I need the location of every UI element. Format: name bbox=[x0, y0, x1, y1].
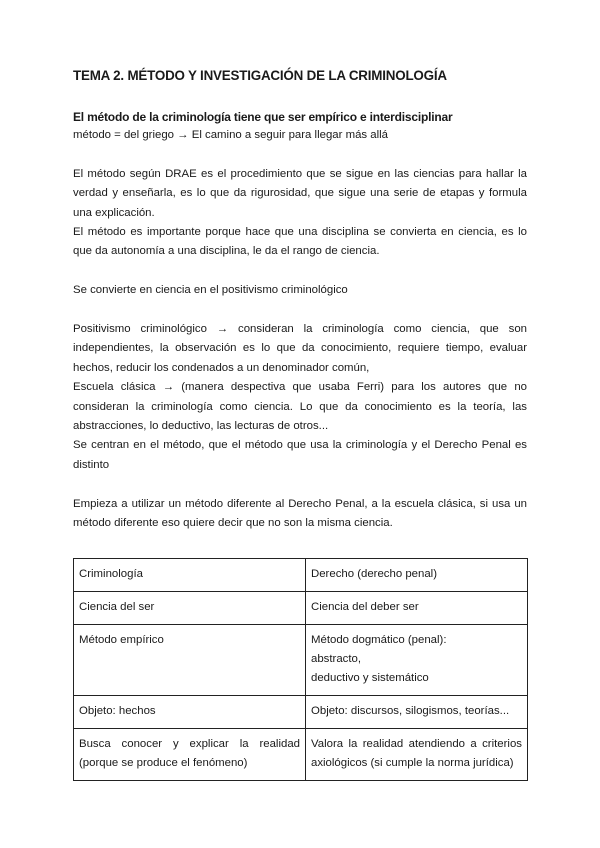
method-definition: método = del griego → El camino a seguir para llegar más allá bbox=[73, 129, 388, 141]
table-cell: Busca conocer y explicar la realidad (porque se produce el fenómeno) bbox=[74, 729, 306, 781]
table-cell: Método empírico bbox=[74, 625, 306, 696]
table-row bbox=[74, 592, 528, 625]
table-cell: Ciencia del ser bbox=[74, 592, 306, 625]
paragraph-positivism: Positivismo criminológico → consideran la criminología como ciencia, que son independientes, la observación es lo que da conocimiento, requiere tiempo, evaluar hechos, reducir los condenados a un denominador común, bbox=[73, 323, 527, 374]
paragraph-positivism-science: Se convierte en ciencia en el positivismo criminológico bbox=[73, 284, 348, 297]
table-row bbox=[74, 729, 528, 781]
table-cell: Objeto: discursos, silogismos, teorías... bbox=[306, 696, 528, 729]
paragraph-focus: Se centran en el método, que el método que usa la criminología y el Derecho Penal es distinto bbox=[73, 439, 527, 471]
table-cell: Criminología bbox=[74, 559, 306, 592]
table-row bbox=[74, 625, 528, 696]
section-subtitle: El método de la criminología tiene que ser empírico e interdisciplinar bbox=[73, 110, 453, 124]
table-cell: Ciencia del deber ser bbox=[306, 592, 528, 625]
table-row bbox=[74, 696, 528, 729]
table-cell: Valora la realidad atendiendo a criterios axiológicos (si cumple la norma jurídica) bbox=[306, 729, 528, 781]
table-cell: Objeto: hechos bbox=[74, 696, 306, 729]
table-cell: Método dogmático (penal): abstracto, deductivo y sistemático bbox=[306, 625, 528, 696]
paragraph-classical-school: Escuela clásica → (manera despectiva que usaba Ferri) para los autores que no consideran la criminología como ciencia. Lo que da conocimiento es la teoría, las abstracciones, lo deductivo, las lecturas de otros... bbox=[73, 381, 527, 433]
document-title: TEMA 2. MÉTODO Y INVESTIGACIÓN DE LA CRIMINOLOGÍA bbox=[73, 68, 447, 83]
table-row bbox=[74, 559, 528, 592]
comparison-table bbox=[73, 558, 528, 781]
paragraph-drae: El método según DRAE es el procedimiento que se sigue en las ciencias para hallar la verdad y enseñarla, es lo que da rigurosidad, que sigue una serie de etapas y formula una explicación. bbox=[73, 167, 527, 219]
table-cell: Derecho (derecho penal) bbox=[306, 559, 528, 592]
paragraph-different-method: Empieza a utilizar un método diferente al Derecho Penal, a la escuela clásica, si usa un método diferente eso quiere decir que no son la misma ciencia. bbox=[73, 497, 527, 530]
paragraph-importance: El método es importante porque hace que una disciplina se convierta en ciencia, es lo que da autonomía a una disciplina, le da el rango de ciencia. bbox=[73, 226, 527, 258]
